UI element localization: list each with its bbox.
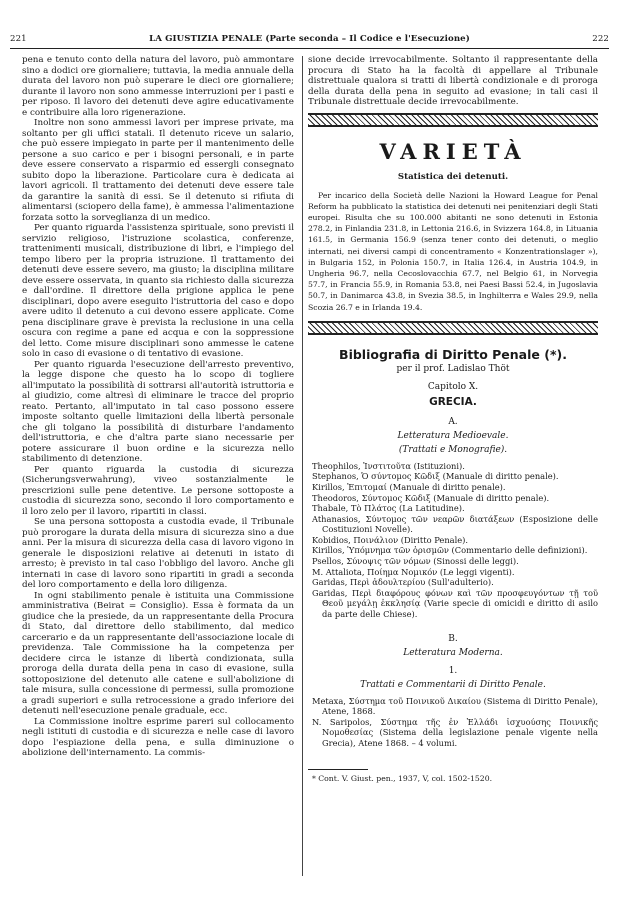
section-a-subtitle: (Trattati e Monografie). [398,444,508,455]
left-paragraph-6: Se una persona sottoposta a custodia evade, il Tribunale può prorogare la durata della misura di sicurezza sino a due anni. Per la misura di sicurezza della casa di lavoro vigono in generale le disposizioni relative ai detenuti in istato di arresto; è previsto in tal caso l'obbligo del lavoro. Anche gli internati in case di lavoro sono ripartiti in gradi a seconda del loro comportamento e della loro diligenza. [22,517,294,590]
left-column [22,55,294,759]
section-b-subtitle: Trattati e Commentarii di Diritto Penale. [360,679,546,690]
bib-entry: Garidas, Περὶ διαφόρους φόνων καὶ τῶν προσφευγόντων τῇ τοῦ Θεοῦ μεγάλῃ ἐκκλησίᾳ (Varie specie di omicidi e diritto di asilo da parte delle Chiese). [312,587,598,620]
bib-entry: Thabale, Τὸ Πλάτος (La Latitudine). [312,503,465,514]
bib-entry: M. Attaliota, Ποίημα Νομικόν (Le leggi vigenti). [312,566,515,577]
left-paragraph-1: pena e tenuto conto della natura del lavoro, può ammontare sino a dodici ore giornaliere; tuttavia, la media annuale della durata del lavoro non può superare le dieci ore giornaliere; durante il lavoro non sono ammesse interruzioni per i pasti e per riposo. Il lavoro dei detenuti deve agire educativamente e contribuire alla loro rigenerazione. [22,55,294,118]
footnote: * Cont. V. Giust. pen., 1937, V, col. 1502-1520. [312,773,493,783]
right-column [308,55,598,783]
bib-entry: Psellos, Σύνοψις τῶν νόμων (Sinossi delle leggi). [312,556,519,567]
left-paragraph-5: Per quanto riguarda la custodia di sicurezza (Sicherungsverwahrung), viveo sostanzialmente le prescrizioni sulle pene detentive. Le persone sottoposte a custodia di sicurezza sono, secondo il loro comportamento e il loro zelo per il lavoro, ripartiti in classi. [22,464,294,517]
left-paragraph-4: Per quanto riguarda l'esecuzione dell'arresto preventivo, la legge dispone che questo ha lo scopo di togliere all'imputato la possibilità di sottrarsi all'autorità istruttoria e al giudizio, come altresì di eliminare le tracce del proprio reato. Pertanto, all'imputato in tal caso possono essere imposte soltanto quelle limitazioni della libertà personale che gli tolgano la possibilità di disturbare l'andamento dell'istruttoria, e che d'altra parte siano necessarie per potere assicurare il buon ordine e la sicurezza nello stabilimento di detenzione. [22,359,294,464]
chapter-label: Capitolo X. [427,381,479,392]
statistica-text: Per incarico della Società delle Nazioni la Howard League for Penal Reform ha pubblicato la statistica dei detenuti nei penitenziari degli Stati europei. Risulta che su 100.000 abitanti ne sono detenuti in Estonia 278.2, in Finlandia 231.8, in Lettonia 216.6, in Svizzera 164.8, in Lituania 161.5, in Germania 156.9 (senza tener conto dei detenuti, o meglio internati, nei diversi campi di concentramento « Konzentrationslager »), in Bulgaria 152, in Polonia 150.7, in Italia 126.4, in Austria 104.9, in Ungheria 96.7, nella Cecoslovacchia 67.7, nel Belgio 61, in Norvegia 57.7, in Francia 55.9, in Romania 53.8, nei Paesi Bassi 52.4, in Jugoslavia 50.7, in Danimarca 43.8, in Svezia 38.5, in Inghilterra e Wales 29.9, nella Scozia 26.7 e in Irlanda 19.4. [308,190,598,312]
section-b-title: Letteratura Moderna. [403,647,503,658]
bib-entry: Kirillos, Ἐπιτομαί (Manuale di diritto penale). [312,481,506,492]
left-paragraph-8: La Commissione inoltre esprime pareri sul collocamento negli istituti di custodia e di sicurezza e nelle case di lavoro dopo l'espiazione della pena, e sulla diminuzione o abolizione dell'internamento. La commis- [22,716,294,758]
ornamental-divider [308,113,598,127]
page-number-left: 221 [10,34,27,44]
footnote-rule [308,769,368,770]
page-number-right: 222 [592,34,609,44]
bib-entry: Metaxa, Σύστημα τοῦ Ποινικοῦ Δικαίου (Sistema di Diritto Penale), Atene, 1868. [312,695,598,717]
bibliografia-author: per il prof. Ladislao Thöt [396,363,510,374]
section-a-title: Letteratura Medioevale. [397,430,509,441]
section-a-letter: A. [448,416,458,427]
section-b-number: 1. [448,665,458,676]
ornamental-divider-2 [308,321,598,335]
country-heading: GRECIA. [429,395,477,408]
bib-entry: Garidas, Περὶ ἀδουλτερίου (Sull'adulterio). [312,577,494,588]
bibliografia-title: Bibliografia di Diritto Penale (*). [339,346,567,362]
section-b-letter: B. [448,633,458,644]
bib-entry: N. Saripolos, Σύστημα τῆς ἐν Ἑλλάδι ἰσχυούσης Ποινικῆς Νομοθεσίας (Sistema della legislazione penale vigente nella Grecia), Atene 1868. – 4 volumi. [312,716,598,749]
running-header [10,34,609,48]
header-rule [10,48,609,49]
column-divider [302,56,303,876]
statistica-subheading: Statistica dei detenuti. [397,171,509,182]
bib-entry: Kobidios, Ποινάλιον (Diritto Penale). [312,534,469,545]
right-continuation-paragraph: sione decide irrevocabilmente. Soltanto il rappresentante della procura di Stato ha la facoltà di appellare al Tribunale distrettuale qualora si tratti di libertà condizionale e di proroga della durata della pena in seguito ad evasione; in tali casi il Tribunale distrettuale decide irrevocabilmente. [308,55,598,107]
left-paragraph-2: Inoltre non sono ammessi lavori per imprese private, ma soltanto per gli uffici statali. Il detenuto riceve un salario, che può essere impiegato in parte per il mantenimento delle persone a suo carico e per i bisogni personali, e in parte deve essere conservato a risparmio ed essergli consegnato subito dopo la liberazione. Particolare cura è dedicata ai lavori agricoli. Il trattamento dei detenuti deve essere tale da garantire la sanità di essi. Se il detenuto si rifiuta di alimentarsi (sciopero della fame), è ammessa l'alimentazione forzata sotto la sorveglianza di un medico. [22,118,294,223]
left-paragraph-7: In ogni stabilimento penale è istituita una Commissione amministrativa (Beirat = Consiglio). Essa è formata da un giudice che la presiede, da un rappresentante della Procura di Stato, dal direttore dello stabilimento, dal medico carcerario e da un rappresentante dell'associazione locale di previdenza. Tale Commissione ha la competenza per decidere circa le istanze di libertà condizionata, sulla proroga della durata della pena in caso di evasione, sulla sottoposizione del detenuto alle catene e sull'abolizione di tale misura, sulla concessione di permessi, sulla promozione a gradi superiori e sulla retrocessione a grado inferiore dei detenuti nell'esecuzione penale graduale, ecc. [22,590,294,716]
left-paragraph-3: Per quanto riguarda l'assistenza spirituale, sono previsti il servizio religioso, l'istruzione scolastica, conferenze, trattenimenti musicali, distribuzione di libri, e l'impiego del tempo libero per la propria istruzione. Il trattamento dei detenuti deve essere severo, ma giusto; la disciplina militare deve essere osservata, in quanto sia richiesto dalla sicurezza e dall'ordine. Il direttore della prigione applica le pene disciplinari, dopo avere eseguito l'istruttoria del caso e dopo avere udito il detenuto a cui devono essere applicate. Come pena disciplinare grave è prevista la reclusione in una cella oscura con regime a pane ed acqua e con la soppressione del letto. Come misure disciplinari sono ammesse le catene solo in caso di evasione o di tentativo di evasione. [22,223,294,359]
varieta-heading: VARIETÀ [379,138,527,164]
bib-entry: Athanasios, Σύντομος τῶν νεαρῶν διατάξεων (Esposizione delle Costituzioni Novelle). [312,513,598,535]
journal-title: LA GIUSTIZIA PENALE (Parte seconda – Il Codice e l'Esecuzione) [149,34,470,44]
bib-entry: Theodoros, Σύντομος Κῶδιξ (Manuale di diritto penale). [312,492,550,503]
bib-entry: Kirillos, Ὑπόμνημα τῶν ὁρισμῶν (Commentario delle definizioni). [312,545,588,556]
bib-entry: Stephanos, Ὁ σύντομος Κῶδιξ (Manuale di diritto penale). [312,471,559,482]
bib-entry: Theophilos, Ἰνστιτοῦτα (Istituzioni). [312,460,465,471]
